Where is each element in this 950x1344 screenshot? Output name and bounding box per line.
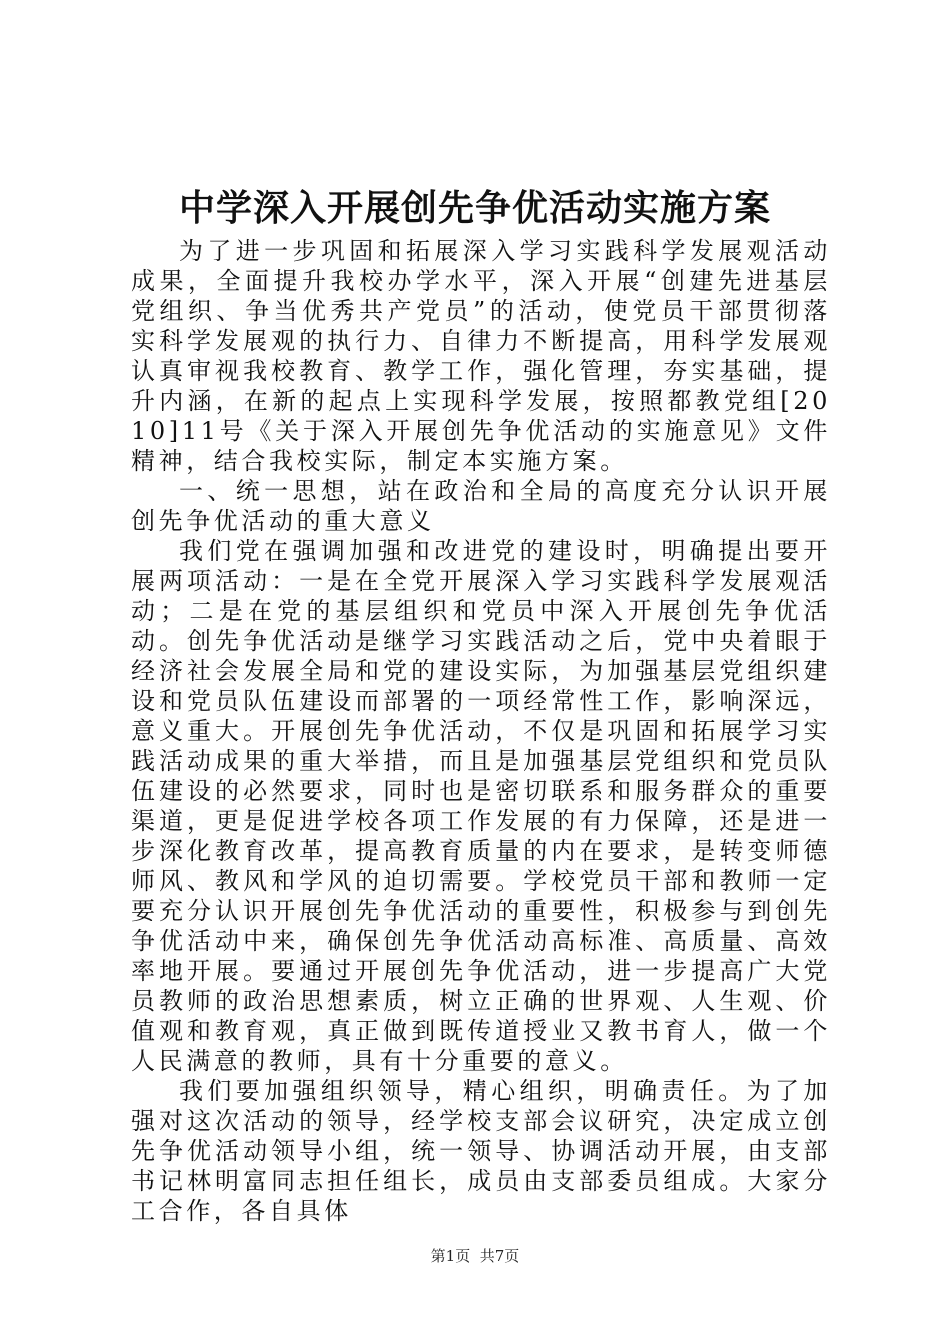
paragraph-significance: 我们党在强调加强和改进党的建设时，明确提出要开展两项活动：一是在全党开展深入学习实践科学发展观活动；二是在党的基层组织和党员中深入开展创先争优活动。创先争优活动是继学习实践活动之后，党中央着眼于经济社会发展全局和党的建设实际，为加强基层党组织建设和党员队伍建设而部署的一项经常性工作，影响深远，意义重大。开展创先争优活动，不仅是巩固和拓展学习实践活动成果的重大举措，而且是加强基层党组织和党员队伍建设的必然要求，同时也是密切联系和服务群众的重要渠道，更是促进学校各项工作发展的有力保障，还是进一步深化教育改革，提高教育质量的内在要求，是转变师德师风、教风和学风的迫切需要。学校党员干部和教师一定要充分认识开展创先争优活动的重要性，积极参与到创先争优活动中来，确保创先争优活动高标准、高质量、高效率地开展。要通过开展创先争优活动，进一步提高广大党员教师的政治思想素质，树立正确的世界观、人生观、价值观和教育观，真正做到既传道授业又教书育人，做一个人民满意的教师，具有十分重要的意义。 [131,537,831,1075]
paragraph-intro: 为了进一步巩固和拓展深入学习实践科学发展观活动成果，全面提升我校办学水平，深入开展“创建先进基层党组织、争当优秀共产党员”的活动，使党员干部贯彻落实科学发展观的执行力、自律力不断提高，用科学发展观认真审视我校教育、教学工作，强化管理，夯实基础，提升内涵，在新的起点上实现科学发展，按照都教党组[2010]11号《关于深入开展创先争优活动的实施意见》文件精神，结合我校实际，制定本实施方案。 [131,237,831,475]
total-pages: 共7页 [479,1247,520,1265]
page-number: 第1页 [430,1247,471,1265]
section-heading-1: 一、统一思想，站在政治和全局的高度充分认识开展创先争优活动的重大意义 [131,477,831,535]
footer-spacer [470,1247,480,1265]
page-footer [0,1246,950,1266]
document-title: 中学深入开展创先争优活动实施方案 [178,187,771,229]
paragraph-leadership: 我们要加强组织领导，精心组织，明确责任。为了加强对这次活动的领导，经学校支部会议研究，决定成立创先争优活动领导小组，统一领导、协调活动开展，由支部书记林明富同志担任组长，成员由支部委员组成。大家分工合作，各自具体 [131,1077,831,1225]
document-body [131,236,831,1226]
